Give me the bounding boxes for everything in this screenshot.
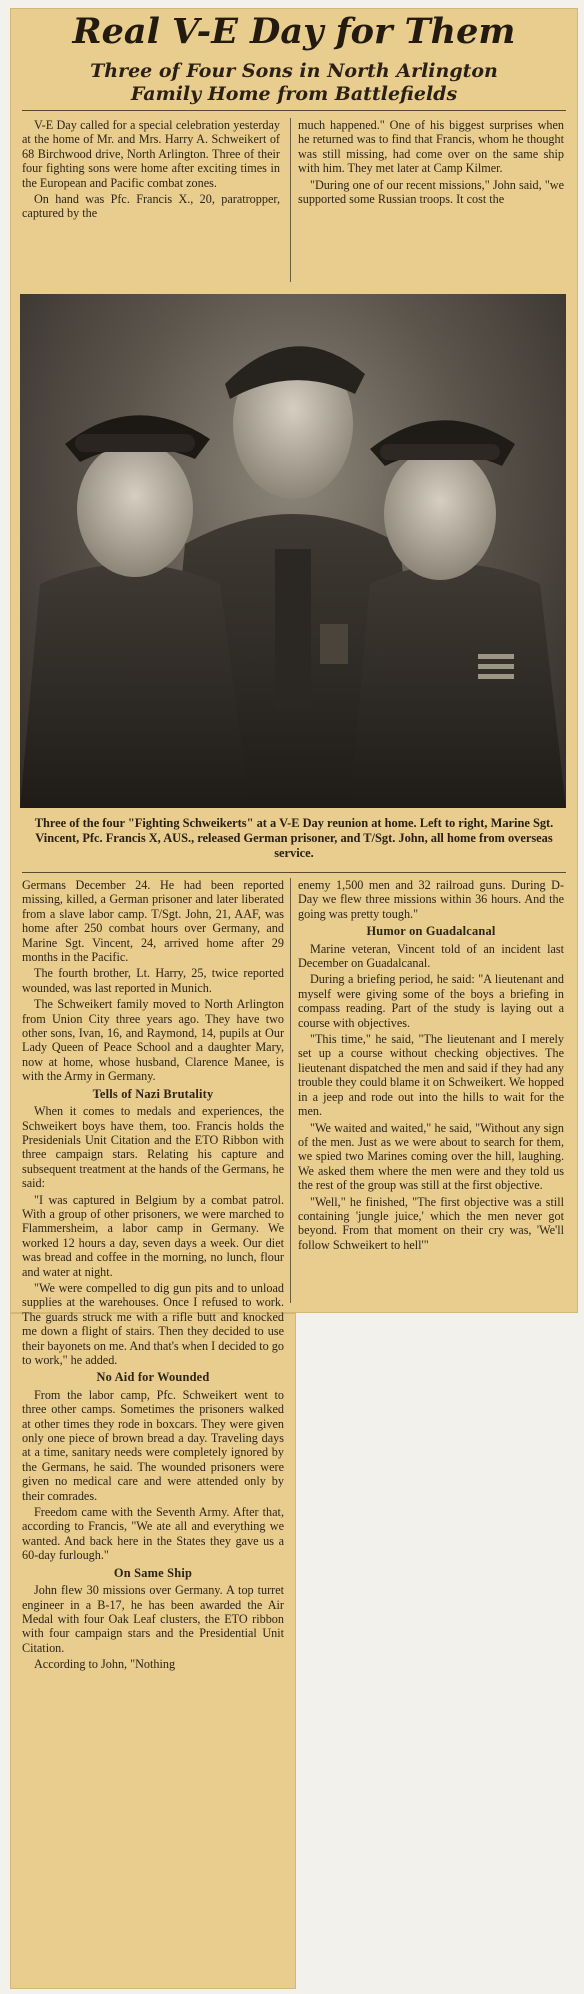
subheadline [18,60,570,106]
intro-paragraph: On hand was Pfc. Francis X., 20, paratropper, captured by the [22,192,280,221]
section-heading: Humor on Guadalcanal [366,924,496,939]
subheadline-line-2: Family Home from Battlefields [130,83,458,105]
paragraph: From the labor camp, Pfc. Schweikert went to three other camps. Sometimes the prisoners walked at other times they rode in boxcars. They were given only one piece of brown bread a day. Traveling days at a time, sanitary needs were completely ignored by the Germans, he said. The wounded prisoners were given no medical care and were attended only by their comrades. [22,1387,284,1503]
photo-three-soldiers [20,294,566,808]
paragraph: enemy 1,500 men and 32 railroad guns. During D-Day we flew three missions within 36 hours. And the going was pretty tough." [298,878,564,921]
soldier-right [350,420,566,808]
subheadline-line-1: Three of Four Sons in North Arlington [90,60,498,82]
paragraph: Germans December 24. He had been reported missing, killed, a German prisoner and later liberated from a slave labor camp. T/Sgt. John, 21, AAF, was home after 250 combat hours over Germany, and Marine Sgt. Vincent, 24, arrived home after 29 months in the Pacific. [22,878,284,965]
intro-paragraph: much happened." One of his biggest surprises when he returned was to find that Francis, whom he thought was still missing, had come over on the same ship with him. They met later at Camp Kilmer. [298,118,564,176]
sergeant-stripes [478,654,514,679]
paragraph: "Well," he finished, "The first objective was a still containing 'jungle juice,' which the men never got beyond. From that moment on their cry was, 'We'll follow Schweikert to hell'" [298,1194,564,1252]
headline: Real V-E Day for Them [72,11,516,52]
intro-paragraph: V-E Day called for a special celebration yesterday at the home of Mr. and Mrs. Harry A. Schweikert of 68 Birchwood drive, North Arlington. Three of their four fighting sons were home after exciting times in the European and Pacific combat zones. [22,118,280,190]
paragraph: "We were compelled to dig gun pits and to unload supplies at the warehouses. Once I refused to work. The guards struck me with a rifle butt and knocked me down a flight of stairs. Then they decided to use their bayonets on me. And that's when I decided to go to work," he added. [22,1280,284,1367]
photo-caption: Three of the four "Fighting Schweikerts" at a V-E Day reunion at home. Left to right, Marine Sgt. Vincent, Pfc. Francis X, AUS., released German prisoner, and T/Sgt. John, all home from overseas service. [34,816,554,860]
intro-paragraph: "During one of our recent missions," John said, "we supported some Russian troops. It cost the [298,177,564,207]
column-divider [290,878,291,1303]
photo-illustration [20,294,566,808]
paragraph: According to John, "Nothing [34,1657,176,1672]
paragraph: The Schweikert family moved to North Arlington from Union City three years ago. They have two other sons, Ivan, 16, and Raymond, 14, pupils at Our Lady Queen of Peace School and a daughter Mary, now at home, whose husband, Clarence Manee, is with the Army in Germany. [22,997,284,1084]
paragraph: "I was captured in Belgium by a combat patrol. With a group of other prisoners, we were marched to Flammersheim, a labor camp in Germany. We worked 12 hours a day, seven days a week. Our diet was bread and coffee in the morning, no lunch, flour and water at night. [22,1192,284,1279]
column-divider [290,118,291,282]
body-column-2 [298,878,564,1254]
body-column-1 [22,878,284,1674]
headline-rule [22,110,566,111]
section-heading: Tells of Nazi Brutality [92,1086,214,1101]
paragraph: "We waited and waited," he said, "Without any sign of the men. Just as we were about to search for them, we spied two Marines coming over the hill, laughing. We asked them where the men were and they told us the rest of the group was still at the first objective. [298,1120,564,1193]
paragraph: "This time," he said, "The lieutenant and I merely set up a course without checking objectives. The lieutenant dispatched the men and said if they had any trouble they could blame it on Schweikert. We hopped in a jeep and rode out into the hills to wait for the men. [298,1032,564,1119]
section-heading: No Aid for Wounded [96,1370,210,1385]
soldier-left [20,415,250,808]
intro-column-left [22,118,280,223]
paragraph: Marine veteran, Vincent told of an incident last December on Guadalcanal. [298,941,564,971]
paragraph: When it comes to medals and experiences, the Schweikert boys have them, too. Francis holds the Presidenials Unit Citation and the ETO Ribbon with three campaign stars. Relating his capture and subsequent treatment at the hands of the Germans, he said: [22,1104,284,1191]
paragraph: Freedom came with the Seventh Army. After that, according to Francis, "We ate all and everything we wanted. And back here in the States they gave us a 60-day furlough." [22,1505,284,1563]
paragraph: During a briefing period, he said: "A lieutenant and myself were giving some of the boys a briefing in compass reading. Part of the study is laying out a course with objectives. [298,972,564,1030]
section-heading: On Same Ship [113,1565,193,1580]
paragraph: John flew 30 missions over Germany. A top turret engineer in a B-17, he has been awarded the Air Medal with four Oak Leaf clusters, the ETO ribbon with four campaign stars and the Presidential Unit Citation. [22,1583,284,1655]
caption-rule [22,872,566,873]
intro-column-right [298,118,564,208]
paragraph: The fourth brother, Lt. Harry, 25, twice reported wounded, was last reported in Munich. [22,966,284,995]
